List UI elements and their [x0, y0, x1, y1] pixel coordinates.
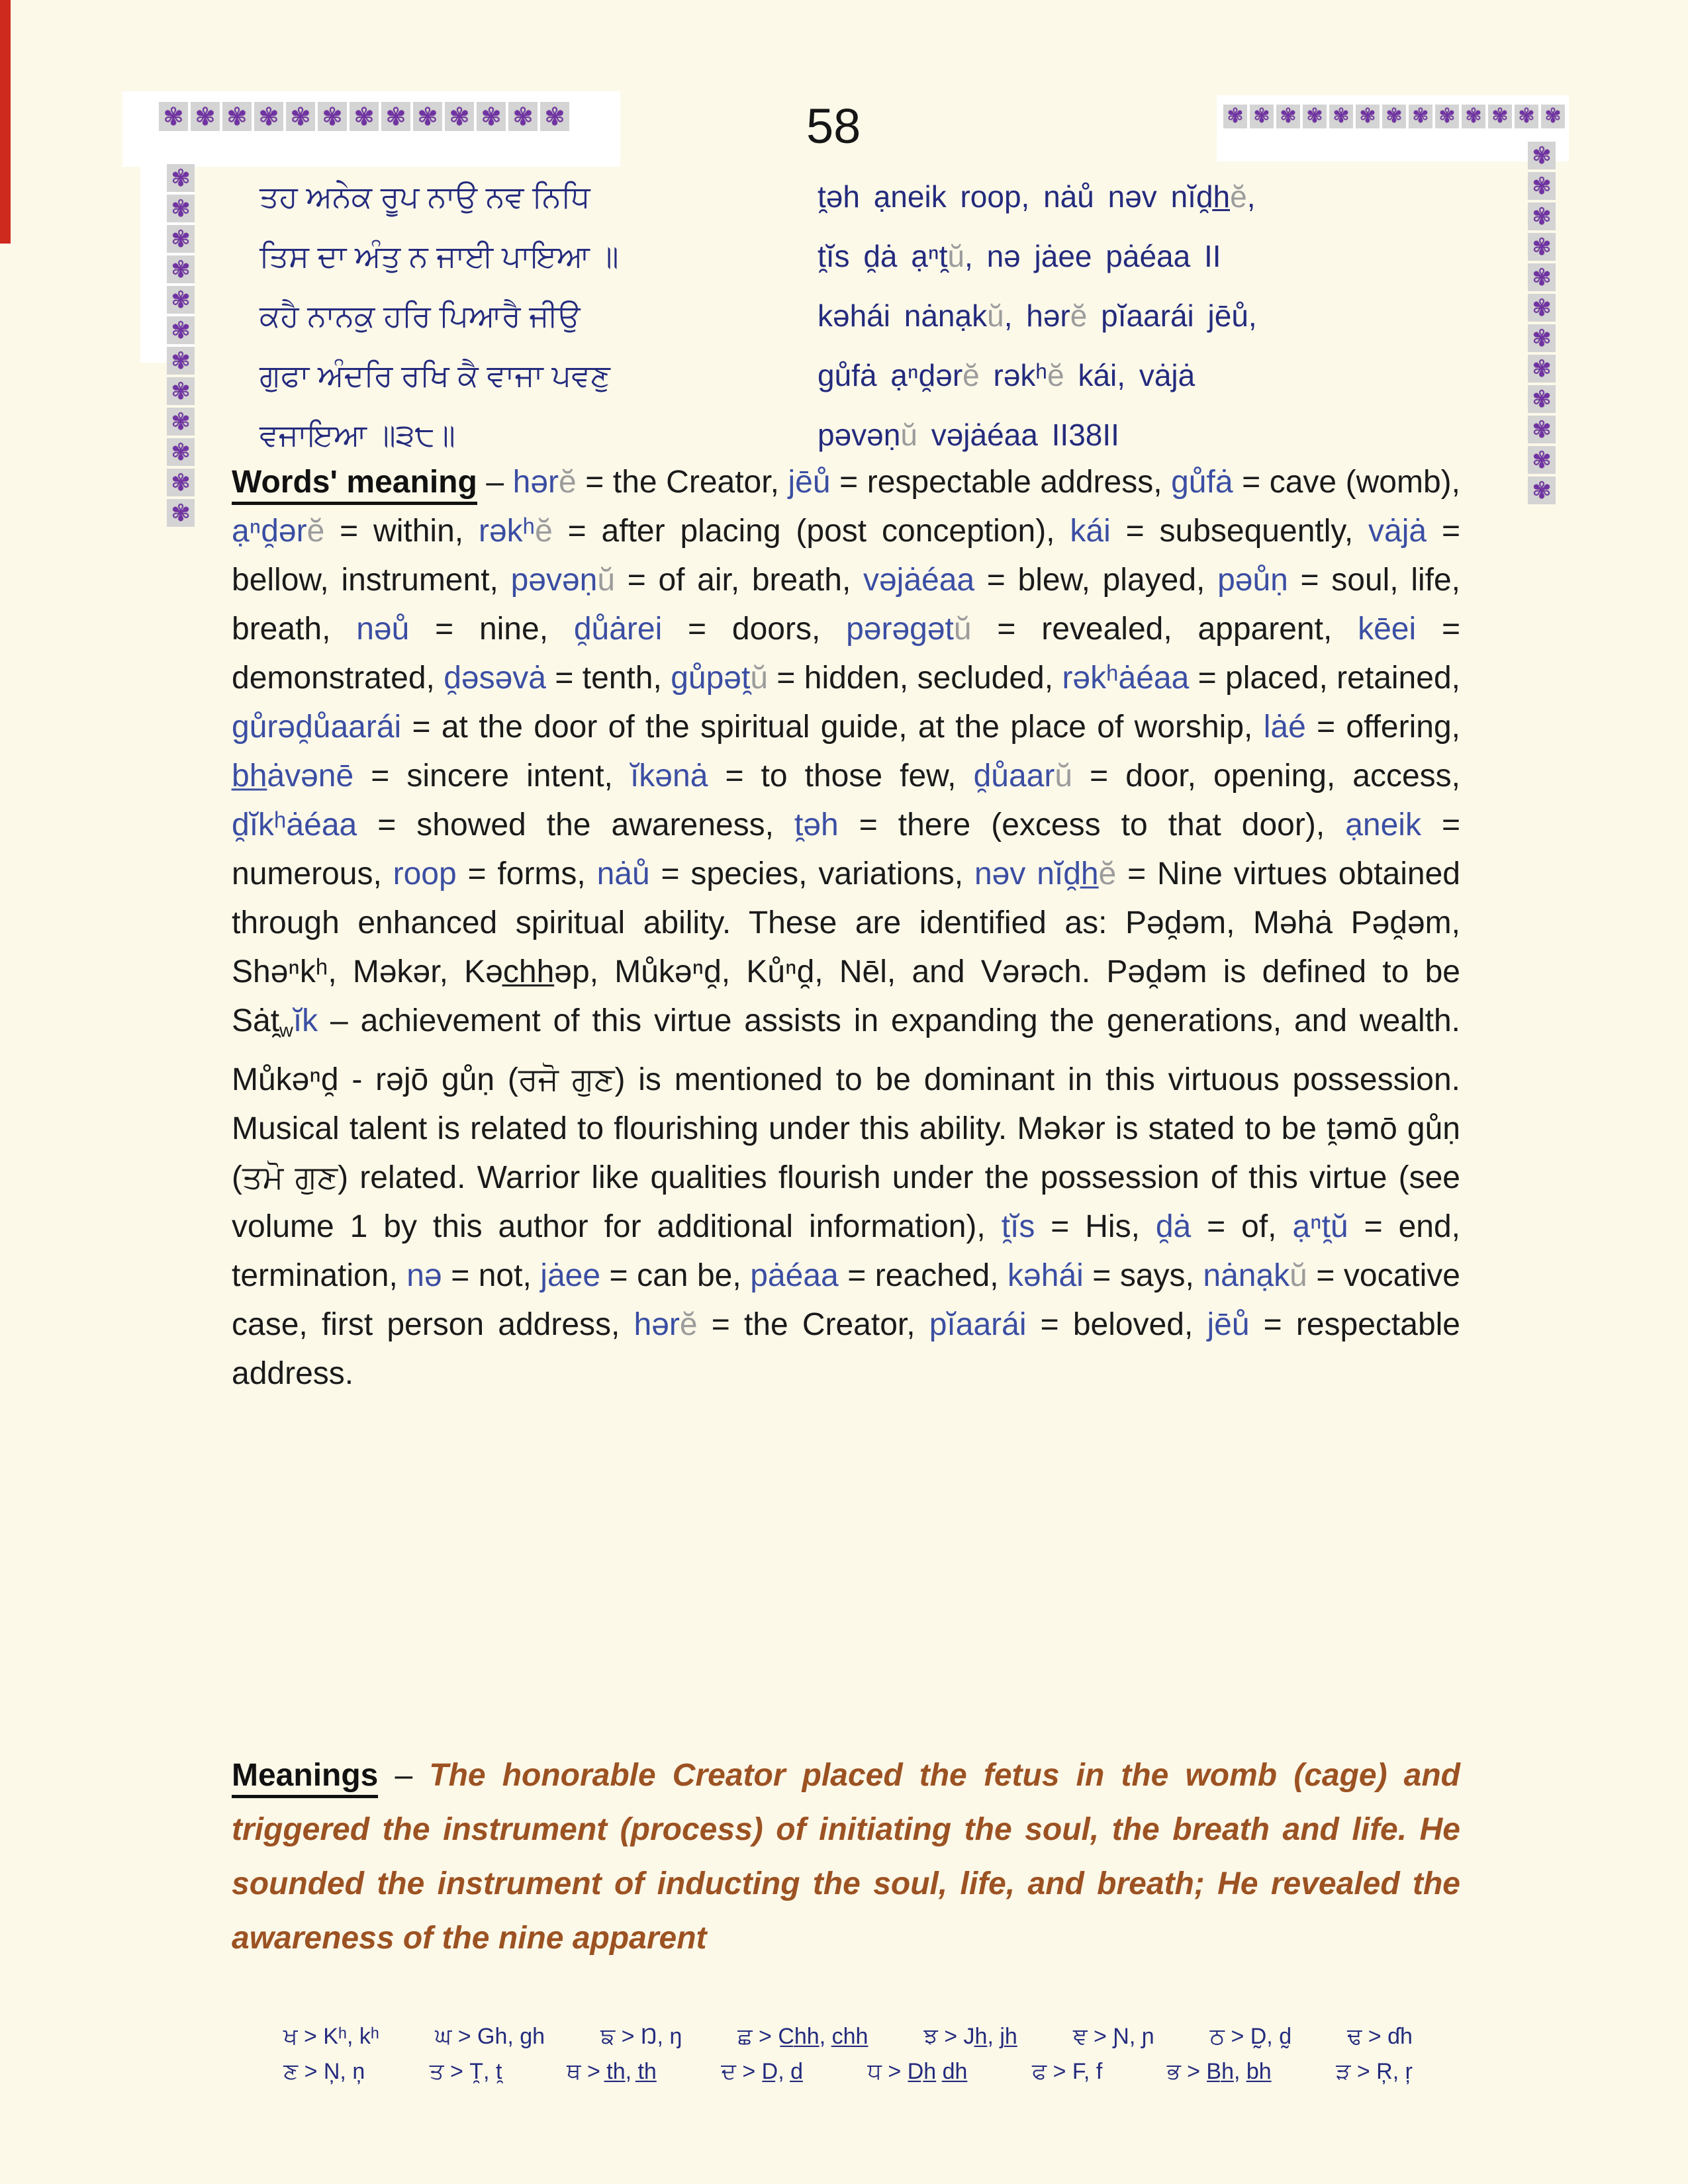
phonetic-mapping: ਖ > Kʰ, kʰ — [283, 2024, 379, 2049]
text-segment: = His, — [1035, 1208, 1156, 1244]
text-segment: gůpət̯ — [671, 660, 751, 696]
text-segment: kəhái nȧnạk — [818, 298, 988, 333]
gurmukhi-line: ਕਹੈ ਨਾਨਕੁ ਹਰਿ ਪਿਆਰੈ ਜੀਉ — [259, 298, 581, 333]
text-segment: = bellow, instrument, — [232, 514, 1461, 598]
transliteration-verse — [818, 167, 1400, 465]
flower-icon: ✾ — [1528, 294, 1556, 322]
phonetic-mapping: ਫ > F, f — [1031, 2059, 1103, 2084]
text-segment: pərəgət — [846, 612, 954, 647]
phonetic-mapping: ਧ > D̲h̲ d̲h̲ — [867, 2059, 968, 2084]
text-segment: ĕ — [535, 514, 553, 549]
gurmukhi-line: ਤਹ ਅਨੇਕ ਰੂਪ ਨਾਉ ਨਵ ਨਿਧਿ — [259, 179, 590, 214]
text-segment: d̯ůȧrei — [573, 612, 663, 647]
flower-border-top-right — [1223, 105, 1565, 128]
text-segment: d̯ůaar — [973, 758, 1055, 794]
text-segment: = Nine virtues obtained through enhanced spiritual ability. These are identified as: Pəd̯əm, Məhȧ Pəd̯əm, Shəⁿkʰ, Məkər, Kəc̲h̲h̲əp, Můkəⁿd̯, Kůⁿd̯, Nēl, and Vərəch. Pəd̯əm is defined to be Sȧt̯ — [232, 856, 1460, 1038]
text-segment: pəvəṇ — [510, 563, 598, 598]
text-segment: = at the door of the spiritual guide, at the place of worship, — [401, 709, 1264, 745]
text-segment: = species, variations, — [649, 856, 974, 891]
text-segment: b̲h̲ȧvənē — [232, 758, 354, 794]
text-segment: ŭ — [1055, 758, 1073, 794]
text-segment: pəvəṇ — [818, 418, 901, 452]
flower-border-right — [1528, 142, 1556, 504]
flower-icon: ✾ — [1488, 105, 1512, 128]
text-segment: = to those few, — [708, 758, 974, 794]
text-segment: = forms, — [456, 856, 597, 891]
flower-icon: ✾ — [508, 102, 538, 131]
flower-icon: ✾ — [167, 316, 195, 344]
text-segment: = showed the awareness, — [357, 807, 794, 842]
text-segment: gůfȧ — [1171, 465, 1233, 500]
text-segment: = of, — [1191, 1208, 1293, 1244]
flower-icon: ✾ — [1528, 172, 1556, 200]
flower-icon: ✾ — [167, 438, 195, 466]
flower-icon: ✾ — [191, 102, 220, 131]
text-segment: jēů — [788, 465, 831, 500]
flower-icon: ✾ — [1528, 263, 1556, 291]
phonetic-mapping: ਠ > D̰, d̰ — [1209, 2024, 1292, 2049]
phonetic-mapping: ਙ > Ŋ, ŋ — [600, 2024, 682, 2049]
flower-icon: ✾ — [1528, 324, 1556, 352]
flower-icon: ✾ — [381, 102, 410, 131]
text-segment: = tenth, — [545, 660, 671, 696]
text-segment: t̯ĭs d̯ȧ ạⁿt̯ — [818, 239, 948, 273]
text-segment: ĕ — [1070, 298, 1088, 333]
text-segment: ĕ — [559, 465, 577, 500]
text-segment: – achievement of this virtue assists in expanding the generations, and wealth. Můkəⁿd̯ - rəjō gůṇ (ਰਜੋ ਗੁਣ) is mentioned to be dominant in this virtuous possession. Musical talent is related to flourishing under this ability. Məkər is stated to be t̯əmō gůṇ (ਤਮੋ ਗੁਣ) related. Warrior like qualities flourish under the possession of this virtue (see volume 1 by this author for additional information), — [232, 1003, 1460, 1244]
text-segment: , — [1246, 179, 1256, 214]
text-segment: kəhái — [1008, 1257, 1084, 1293]
flower-border-left — [167, 164, 195, 527]
text-segment: gůfȧ ạⁿd̯ər — [818, 358, 963, 392]
flower-icon: ✾ — [1303, 105, 1327, 128]
phonetic-key — [283, 2024, 1413, 2094]
text-segment: d̯ĭkʰȧéaa — [232, 807, 357, 842]
flower-icon: ✾ — [167, 408, 195, 435]
text-segment: = numerous, — [232, 807, 1460, 891]
text-segment: ạⁿd̯ər — [232, 514, 307, 549]
text-segment: = end, termination, — [232, 1208, 1461, 1293]
flower-icon: ✾ — [1528, 233, 1556, 261]
text-segment: kái — [1070, 514, 1111, 549]
text-segment: = subsequently, — [1110, 514, 1369, 549]
page-number: 58 — [806, 99, 861, 154]
flower-icon: ✾ — [167, 286, 195, 314]
text-segment: = placed, retained, — [1189, 660, 1460, 696]
text-segment: hər — [512, 465, 559, 500]
flower-icon: ✾ — [1382, 105, 1406, 128]
flower-icon: ✾ — [167, 255, 195, 283]
flower-icon: ✾ — [167, 164, 195, 192]
text-segment: = not, — [442, 1257, 541, 1293]
text-segment: rəkʰȧéaa — [1062, 660, 1190, 696]
flower-icon: ✾ — [1329, 105, 1353, 128]
flower-icon: ✾ — [1276, 105, 1300, 128]
flower-icon: ✾ — [1462, 105, 1485, 128]
text-segment: = of air, breath, — [615, 563, 863, 598]
text-segment: = within, — [324, 514, 479, 549]
text-segment: = soul, life, breath, — [232, 563, 1461, 647]
text-segment: = says, — [1083, 1257, 1203, 1293]
phonetic-mapping: ਦ > D̲, d̲ — [721, 2059, 804, 2084]
text-segment: = door, opening, access, — [1072, 758, 1461, 794]
text-segment: – — [378, 1758, 430, 1793]
text-segment: jēů — [1207, 1306, 1250, 1342]
flower-icon: ✾ — [1528, 477, 1556, 504]
text-segment: vəjȧéaa — [863, 563, 975, 598]
text-segment: kái, vȧjȧ — [1064, 358, 1196, 392]
gurmukhi-line: ਗੁਫਾ ਅੰਦਰਿ ਰਖਿ ਕੈ ਵਾਜਾ ਪਵਣੁ — [259, 358, 610, 392]
text-segment: nəv nĭd̯h̲ — [974, 856, 1099, 891]
text-segment: = there (excess to that door), — [838, 807, 1346, 842]
text-segment: Words' meaning — [232, 465, 477, 505]
text-segment: = reached, — [838, 1257, 1008, 1293]
phonetic-mapping: ਣ > N̦, n̦ — [283, 2059, 365, 2084]
text-segment: = cave (womb), — [1233, 465, 1460, 500]
text-segment: = the Creator, — [697, 1306, 929, 1342]
flower-icon: ✾ — [167, 469, 195, 496]
flower-icon: ✾ — [254, 102, 283, 131]
flower-icon: ✾ — [540, 102, 569, 131]
flower-icon: ✾ — [318, 102, 347, 131]
phonetic-key-row — [283, 2059, 1413, 2085]
gurmukhi-verse — [259, 167, 816, 465]
flower-icon: ✾ — [477, 102, 506, 131]
transliteration-line — [818, 405, 1400, 465]
text-segment: vȧjȧ — [1368, 514, 1427, 549]
words-meaning-paragraph — [232, 458, 1460, 1398]
text-segment: vəjȧéaa II38II — [917, 418, 1119, 452]
text-segment: lȧé — [1263, 709, 1306, 745]
transliteration-line — [818, 226, 1400, 286]
text-segment: ŭ — [987, 298, 1004, 333]
flower-icon: ✾ — [1356, 105, 1380, 128]
text-segment: t̯əh — [794, 807, 839, 842]
flower-icon: ✾ — [167, 377, 195, 405]
text-segment: d̯ȧ — [1155, 1208, 1192, 1244]
text-segment: – — [477, 465, 513, 500]
phonetic-mapping: ਘ > Gh, gh — [434, 2024, 545, 2049]
text-segment: nəů — [356, 612, 410, 647]
flower-icon: ✾ — [1528, 355, 1556, 383]
text-segment: roop — [393, 856, 457, 891]
text-segment: nȧnạk — [1203, 1257, 1290, 1293]
flower-border-top-left — [159, 102, 569, 131]
transliteration-line — [818, 167, 1400, 226]
text-segment: = demonstrated, — [232, 612, 1460, 696]
flower-icon: ✾ — [222, 102, 252, 131]
flower-icon: ✾ — [1515, 105, 1538, 128]
gurmukhi-line: ਤਿਸ ਦਾ ਅੰਤੁ ਨ ਜਾਈ ਪਾਇਆ ॥ — [259, 239, 619, 273]
text-segment: pĭaarái jēů, — [1087, 298, 1257, 333]
text-segment: gůrəd̯ůaarái — [232, 709, 402, 745]
text-segment: pəůṇ — [1217, 563, 1288, 598]
meanings-paragraph — [232, 1749, 1460, 1966]
text-segment: ĕ — [1047, 358, 1064, 392]
text-segment: ạneik — [1345, 807, 1421, 842]
text-segment: d̯əsəvȧ — [444, 660, 546, 696]
text-segment: = respectable address, — [830, 465, 1172, 500]
text-segment: = respectable address. — [232, 1306, 1461, 1391]
text-segment: hər — [633, 1306, 680, 1342]
text-segment: nȧů — [596, 856, 650, 891]
transliteration-line — [818, 345, 1400, 405]
phonetic-key-row — [283, 2024, 1413, 2050]
flower-icon: ✾ — [350, 102, 379, 131]
text-segment: w — [279, 1020, 293, 1042]
text-segment: = hidden, secluded, — [768, 660, 1062, 696]
flower-icon: ✾ — [445, 102, 474, 131]
text-segment: ĕ — [1230, 179, 1247, 214]
text-segment: ŭ — [597, 563, 616, 598]
text-segment: ĕ — [306, 514, 325, 549]
red-edge-strip — [0, 0, 11, 244]
phonetic-mapping: ਥ > t̲h̲, t̲h̲ — [566, 2059, 657, 2084]
flower-icon: ✾ — [167, 347, 195, 375]
text-segment: = sincere intent, — [353, 758, 630, 794]
text-segment: Meanings — [232, 1758, 378, 1798]
text-segment: ŭ — [947, 239, 965, 273]
flower-icon: ✾ — [167, 195, 195, 222]
phonetic-mapping: ੜ > R̦, r̦ — [1336, 2059, 1413, 2084]
text-segment: = vocative case, first person address, — [232, 1257, 1460, 1342]
text-segment: pȧéaa — [750, 1257, 839, 1293]
text-segment: = revealed, apparent, — [971, 612, 1358, 647]
text-segment: ạⁿt̯ŭ — [1292, 1208, 1348, 1244]
text-segment: ŭ — [953, 612, 972, 647]
text-segment: = the Creator, — [576, 465, 788, 500]
flower-icon: ✾ — [286, 102, 315, 131]
gurmukhi-line: ਵਜਾਇਆ ॥੩੮॥ — [259, 418, 455, 452]
flower-icon: ✾ — [1223, 105, 1247, 128]
flower-icon: ✾ — [1528, 142, 1556, 169]
phonetic-mapping: ਛ > C̲h̲h̲, c̲h̲h̲ — [737, 2024, 868, 2049]
flower-icon: ✾ — [159, 102, 188, 131]
text-segment: = doors, — [662, 612, 847, 647]
text-segment: ŭ — [750, 660, 769, 696]
text-segment: ĕ — [962, 358, 980, 392]
text-segment: ŭ — [1289, 1257, 1307, 1293]
flower-icon: ✾ — [1541, 105, 1565, 128]
flower-icon: ✾ — [1528, 416, 1556, 443]
text-segment: The honorable Creator placed the fetus in the womb (cage) and triggered the instrument (process) of initiating the soul, the breath and life. He sounded the instrument of inducting the soul, life, and breath; He revealed the awareness of the nine apparent — [232, 1758, 1461, 1956]
phonetic-mapping: ਝ > Jh̲, jh̲ — [923, 2024, 1017, 2049]
flower-icon: ✾ — [1250, 105, 1274, 128]
text-segment: = after placing (post conception), — [552, 514, 1070, 549]
text-segment: , nə jȧee pȧéaa II — [964, 239, 1221, 273]
flower-icon: ✾ — [167, 499, 195, 527]
flower-icon: ✾ — [1528, 385, 1556, 413]
text-segment: ŭ — [900, 418, 917, 452]
transliteration-line — [818, 286, 1400, 345]
text-segment: pĭaarái — [929, 1306, 1027, 1342]
phonetic-mapping: ਤ > T̯, t̯ — [429, 2059, 502, 2084]
text-segment: jȧee — [540, 1257, 601, 1293]
phonetic-mapping: ਞ > Ɲ, ɲ — [1072, 2024, 1154, 2049]
flower-icon: ✾ — [1409, 105, 1432, 128]
text-segment: = offering, — [1305, 709, 1460, 745]
text-segment: ĭkənȧ — [630, 758, 708, 794]
text-segment: ĕ — [679, 1306, 698, 1342]
text-segment: = blew, played, — [974, 563, 1218, 598]
phonetic-mapping: ਢ > ɗh — [1347, 2024, 1413, 2049]
text-segment: t̯ĭs — [1001, 1208, 1035, 1244]
text-segment: rəkʰ — [478, 514, 536, 549]
flower-icon: ✾ — [1528, 446, 1556, 474]
text-segment: ĕ — [1098, 856, 1117, 891]
text-segment: = nine, — [409, 612, 574, 647]
text-segment: t̯əh ạneik roop, nȧů nəv nĭd̯h̲ — [818, 179, 1231, 214]
flower-icon: ✾ — [1435, 105, 1459, 128]
text-segment: nə — [406, 1257, 442, 1293]
text-segment: = beloved, — [1026, 1306, 1207, 1342]
text-segment: kēei — [1358, 612, 1417, 647]
text-segment: = can be, — [600, 1257, 751, 1293]
flower-icon: ✾ — [1528, 203, 1556, 230]
text-segment: rəkʰ — [979, 358, 1048, 392]
text-segment: , hər — [1004, 298, 1070, 333]
flower-icon: ✾ — [413, 102, 442, 131]
phonetic-mapping: ਭ > B̲h̲, b̲h̲ — [1166, 2059, 1272, 2084]
text-segment: ĭk — [293, 1003, 318, 1038]
flower-icon: ✾ — [167, 225, 195, 253]
